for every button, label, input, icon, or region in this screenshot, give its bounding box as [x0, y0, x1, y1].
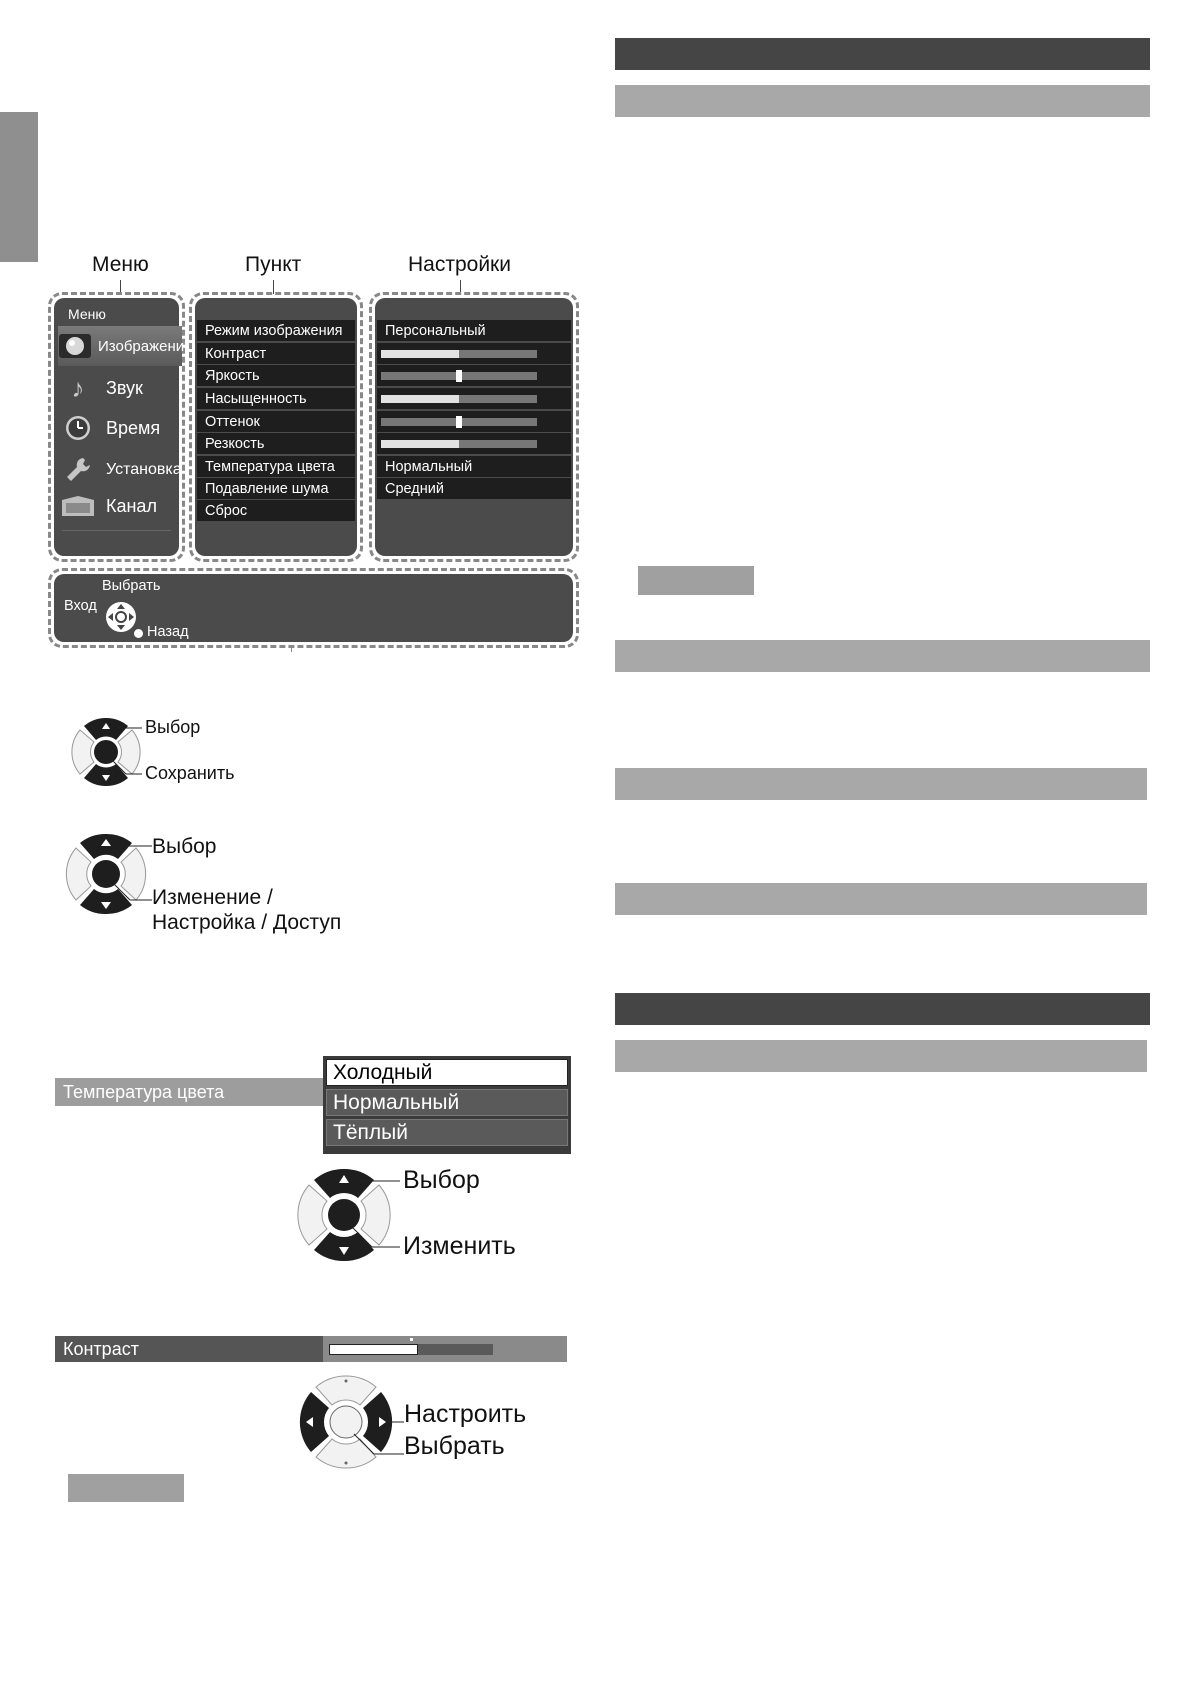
- help-select-label: Выбрать: [102, 578, 161, 594]
- color-temp-option[interactable]: Нормальный: [326, 1089, 568, 1116]
- saturation-slider[interactable]: [381, 395, 537, 403]
- remote1-bottom-label: Сохранить: [145, 763, 235, 783]
- channel-icon: [58, 489, 98, 523]
- remote4-top-label: Настроить: [404, 1400, 527, 1428]
- subsection-bar-4: [615, 883, 1147, 915]
- remote3-top-label: Выбор: [403, 1166, 480, 1194]
- settings-panel: [375, 298, 573, 556]
- help-bar-dashed-outline: [48, 568, 579, 648]
- remote2-top-label: Выбор: [152, 835, 217, 858]
- help-bar-tick: [291, 646, 292, 652]
- help-enter-label: Вход: [64, 598, 97, 614]
- item-row-picture-mode[interactable]: Режим изображения: [197, 320, 355, 341]
- menu-dashed-outline: [48, 292, 193, 562]
- subsection-bar-1: [615, 85, 1150, 117]
- menu-item-sound[interactable]: [58, 368, 182, 408]
- setting-hue-row[interactable]: [377, 411, 571, 432]
- section-header-bar-1: [615, 38, 1150, 70]
- menu-item-label: Канал: [106, 495, 157, 516]
- dpad-icon: [104, 600, 138, 634]
- remote-pad-icon: [64, 832, 152, 916]
- slider-fill: [381, 440, 459, 448]
- color-temp-option[interactable]: Холодный: [326, 1059, 568, 1086]
- menu-column-label: Меню: [92, 253, 149, 276]
- slider-fill: [381, 350, 459, 358]
- setting-contrast-row[interactable]: [377, 343, 571, 364]
- item-row-color-temperature[interactable]: Температура цвета: [197, 456, 355, 477]
- remote2-bottom-label-2: Настройка / Доступ: [152, 911, 342, 934]
- contrast-demo-value-area: [323, 1336, 567, 1362]
- contrast-demo-marker: [410, 1338, 413, 1341]
- setting-brightness-row[interactable]: [377, 365, 571, 386]
- remote4-bottom-label: Выбрать: [404, 1432, 505, 1460]
- chapter-tab: [0, 112, 38, 262]
- remote1-top-label: Выбор: [145, 717, 201, 737]
- help-back-label: Назад: [147, 624, 189, 640]
- wrench-icon: [58, 453, 98, 487]
- hue-slider[interactable]: [381, 418, 537, 426]
- color-temp-option[interactable]: Тёплый: [326, 1119, 568, 1146]
- item-row-contrast[interactable]: Контраст: [197, 343, 355, 364]
- section-header-bar-2: [615, 993, 1150, 1025]
- menu-item-setup[interactable]: [58, 450, 182, 490]
- setting-color-temperature-value[interactable]: Нормальный: [377, 456, 571, 477]
- menu-item-time[interactable]: [58, 408, 182, 448]
- clock-icon: [58, 411, 98, 445]
- item-row-saturation[interactable]: Насыщенность: [197, 388, 355, 409]
- subsection-bar-2: [615, 640, 1150, 672]
- music-note-icon: ♪: [71, 372, 85, 403]
- color-temp-demo-label: Температура цвета: [55, 1078, 323, 1106]
- setting-saturation-row[interactable]: [377, 388, 571, 409]
- remote2-bottom-label-1: Изменение /: [152, 886, 273, 909]
- items-dashed-outline: [189, 292, 363, 562]
- back-dot-icon: [134, 629, 143, 638]
- contrast-slider[interactable]: [381, 350, 537, 358]
- contrast-demo-fill: [329, 1344, 418, 1355]
- note-box-2: [68, 1474, 184, 1502]
- color-temp-options: [323, 1056, 571, 1154]
- item-row-hue[interactable]: Оттенок: [197, 411, 355, 432]
- sharpness-slider[interactable]: [381, 440, 537, 448]
- item-row-brightness[interactable]: Яркость: [197, 365, 355, 386]
- slider-fill: [381, 395, 459, 403]
- picture-icon: [58, 329, 92, 363]
- menu-item-picture[interactable]: [58, 326, 193, 366]
- slider-knob[interactable]: [456, 370, 462, 382]
- item-row-reset[interactable]: Сброс: [197, 500, 355, 521]
- item-row-sharpness[interactable]: Резкость: [197, 433, 355, 454]
- menu-divider: [62, 530, 171, 531]
- brightness-slider[interactable]: [381, 372, 537, 380]
- note-box-1: [638, 566, 754, 595]
- menu-item-channel[interactable]: [58, 486, 182, 526]
- subsection-bar-3: [615, 768, 1147, 800]
- help-bar: [54, 574, 573, 642]
- contrast-demo-slider[interactable]: [329, 1344, 493, 1355]
- remote-pad-icon: [298, 1374, 410, 1470]
- setting-noise-reduction-value[interactable]: Средний: [377, 478, 571, 499]
- menu-panel-title: Меню: [68, 306, 106, 322]
- items-panel: [195, 298, 357, 556]
- remote3-bottom-label: Изменить: [403, 1232, 516, 1260]
- menu-item-label: Звук: [106, 377, 143, 398]
- settings-column-label: Настройки: [408, 253, 511, 276]
- menu-item-label: Время: [106, 417, 161, 438]
- setting-sharpness-row[interactable]: [377, 433, 571, 454]
- item-row-noise-reduction[interactable]: Подавление шума: [197, 478, 355, 499]
- item-column-label: Пункт: [245, 253, 302, 276]
- menu-panel: [54, 298, 193, 556]
- remote-pad-icon: [70, 716, 142, 788]
- subsection-bar-5: [615, 1040, 1147, 1072]
- menu-item-label: Установка: [106, 461, 182, 478]
- remote-pad-icon: [296, 1167, 406, 1263]
- slider-knob[interactable]: [456, 416, 462, 428]
- contrast-demo-label: Контраст: [55, 1336, 323, 1362]
- menu-item-label: Изображение: [98, 337, 193, 355]
- setting-picture-mode-value[interactable]: Персональный: [377, 320, 571, 341]
- settings-dashed-outline: [369, 292, 579, 562]
